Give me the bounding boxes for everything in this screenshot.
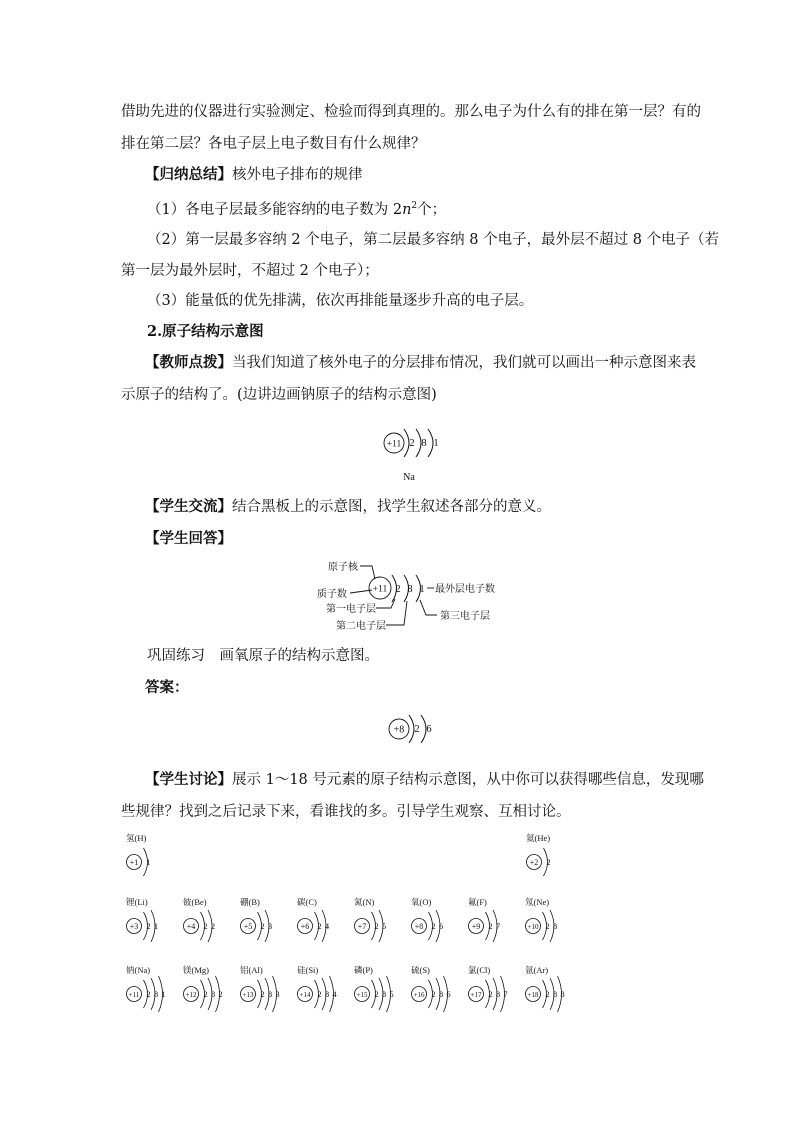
element-name-label: 氟(F) <box>468 897 487 907</box>
label-proton-count: 质子数 <box>317 589 347 600</box>
element-shell-count: 8 <box>560 989 565 999</box>
na-shell-2-count: 8 <box>421 438 427 449</box>
element-nucleus-text: +10 <box>527 922 539 931</box>
labeled-shell-3-count: 1 <box>419 584 425 595</box>
label-outer-electrons: 最外层电子数 <box>435 584 495 595</box>
label-shell-1: 第一电子层 <box>326 604 376 615</box>
element-shell-count: 2 <box>488 921 493 931</box>
student-exchange-text: 结合黑板上的示意图，找学生叙述各部分的意义。 <box>232 499 551 515</box>
labeled-nucleus-text: +11 <box>372 584 388 595</box>
discussion-line-b: 些规律？找到之后记录下来，看谁找的多。引导学生观察、互相讨论。 <box>121 804 571 820</box>
element-name-label: 氯(Cl) <box>468 965 491 975</box>
oxygen-shell-1-count: 2 <box>414 724 420 735</box>
rule-2-a: （2）第一层最多容纳 2 个电子，第二层最多容纳 8 个电子，最外层不超过 8 个电子（若 <box>147 232 720 248</box>
element-name-label: 钠(Na) <box>126 965 151 975</box>
element-shell-count: 2 <box>488 989 493 999</box>
element-nucleus-text: +15 <box>356 990 368 999</box>
element-name-label: 硫(S) <box>411 965 430 975</box>
element-shell-count: 2 <box>545 921 550 931</box>
practice-line: 巩固练习 画氧原子的结构示意图。 <box>147 648 379 664</box>
element-name-label: 氖(Ne) <box>525 897 550 907</box>
intro-line-2: 排在第二层？各电子层上电子数目有什么规律？ <box>121 136 426 152</box>
element-name-label: 氢(H) <box>126 833 147 843</box>
element-name-label: 铍(Be) <box>183 897 207 907</box>
na-nucleus-text: +11 <box>386 439 402 450</box>
element-shell-count: 4 <box>332 989 337 999</box>
teacher-text-a: 当我们知道了核外电子的分层排布情况，我们就可以画出一种示意图来表 <box>232 355 696 371</box>
labeled-shell-1-count: 2 <box>395 584 401 595</box>
element-shell-count: 8 <box>267 989 273 999</box>
na-symbol: Na <box>403 472 415 483</box>
oxygen-nucleus-text: +8 <box>393 724 405 736</box>
element-shell-count: 5 <box>389 989 394 999</box>
element-shell-count: 2 <box>260 989 265 999</box>
element-nucleus-text: +6 <box>300 921 310 931</box>
element-shell-count: 3 <box>275 989 280 999</box>
answer-label: 答案： <box>145 679 189 696</box>
discussion-head: 【学生讨论】 <box>145 771 232 788</box>
element-name-label: 氦(He) <box>526 833 551 843</box>
element-shell-count: 6 <box>438 921 444 931</box>
element-shell-count: 2 <box>218 989 223 999</box>
element-name-label: 锂(Li) <box>126 897 148 907</box>
element-name-label: 硼(B) <box>240 897 260 907</box>
element-shell-count: 2 <box>146 921 151 931</box>
element-shell-count: 2 <box>374 921 379 931</box>
element-name-label: 硅(Si) <box>297 965 319 975</box>
label-nucleus: 原子核 <box>328 562 358 573</box>
element-name-label: 氩(Ar) <box>525 965 549 975</box>
rule-1-pre: （1）各电子层最多能容纳的电子数为 2 <box>147 201 403 218</box>
element-shell-count: 2 <box>260 921 265 931</box>
element-shell-count: 8 <box>381 989 387 999</box>
element-nucleus-text: +14 <box>299 990 311 999</box>
discussion-text-a: 展示 1～18 号元素的原子结构示意图，从中你可以获得哪些信息，发现哪 <box>232 772 704 788</box>
element-shell-count: 2 <box>203 989 208 999</box>
element-shell-count: 2 <box>546 857 551 867</box>
label-shell-3: 第三电子层 <box>440 611 490 622</box>
element-shell-count: 2 <box>203 921 208 931</box>
student-answer-head: 【学生回答】 <box>145 530 232 547</box>
rule-1-sup: 2 <box>411 201 418 211</box>
intro-line-1: 借助先进的仪器进行实验测定、检验而得到真理的。那么电子为什么有的排在第一层？有的 <box>121 104 701 120</box>
element-shell-count: 2 <box>545 989 550 999</box>
element-nucleus-text: +18 <box>527 990 539 999</box>
element-shell-count: 2 <box>431 989 436 999</box>
element-nucleus-text: +3 <box>129 921 139 931</box>
rule-3: （3）能量低的优先排满，依次再排能量逐步升高的电子层。 <box>147 293 534 309</box>
label-shell-2: 第二电子层 <box>336 621 386 632</box>
element-shell-count: 8 <box>153 989 159 999</box>
element-shell-count: 7 <box>495 921 501 931</box>
element-shell-count: 2 <box>431 921 436 931</box>
teacher-line-b: 示原子的结构了。(边讲边画钠原子的结构示意图) <box>121 387 437 403</box>
element-shell-count: 1 <box>161 989 166 999</box>
element-nucleus-text: +7 <box>357 921 367 931</box>
na-shell-3-count: 1 <box>433 438 439 449</box>
element-shell-count: 8 <box>495 989 501 999</box>
rule-1-post: 个； <box>417 201 447 218</box>
element-nucleus-text: +16 <box>413 990 425 999</box>
element-shell-count: 8 <box>438 989 444 999</box>
element-shell-count: 4 <box>324 921 330 931</box>
element-shell-count: 2 <box>146 989 151 999</box>
student-exchange-head: 【学生交流】 <box>145 498 232 515</box>
element-nucleus-text: +1 <box>129 857 139 867</box>
element-nucleus-text: +9 <box>471 921 481 931</box>
element-shell-count: 6 <box>446 989 451 999</box>
element-shell-count: 7 <box>503 989 508 999</box>
element-shell-count: 8 <box>210 989 216 999</box>
element-shell-count: 8 <box>552 921 558 931</box>
element-nucleus-text: +13 <box>242 990 254 999</box>
rule-2-b: 第一层为最外层时，不超过 2 个电子）； <box>121 263 379 279</box>
element-nucleus-text: +11 <box>128 990 140 999</box>
na-shell-1-count: 2 <box>409 438 415 449</box>
labeled-shell-2-count: 8 <box>407 584 413 595</box>
element-nucleus-text: +17 <box>470 990 482 999</box>
element-nucleus-text: +2 <box>529 857 539 867</box>
element-shell-count: 8 <box>324 989 330 999</box>
element-shell-count: 8 <box>552 989 558 999</box>
element-nucleus-text: +12 <box>185 990 197 999</box>
element-name-label: 碳(C) <box>297 897 317 907</box>
element-nucleus-text: +8 <box>414 921 424 931</box>
summary-head-label: 【归纳总结】 <box>145 166 232 183</box>
element-name-label: 氧(O) <box>411 897 432 907</box>
teacher-head: 【教师点拨】 <box>145 354 232 371</box>
element-shell-count: 2 <box>210 921 216 931</box>
element-nucleus-text: +5 <box>243 921 253 931</box>
element-shell-count: 3 <box>267 921 273 931</box>
oxygen-shell-2-count: 6 <box>426 724 432 735</box>
element-shell-count: 5 <box>381 921 387 931</box>
element-shell-count: 2 <box>317 921 322 931</box>
summary-title: 核外电子排布的规律 <box>232 167 363 183</box>
element-shell-count: 1 <box>153 921 159 931</box>
element-name-label: 氮(N) <box>354 897 375 907</box>
element-name-label: 磷(P) <box>354 965 373 975</box>
element-name-label: 镁(Mg) <box>183 965 209 975</box>
element-name-label: 铝(Al) <box>240 965 263 975</box>
element-shell-count: 2 <box>317 989 322 999</box>
element-nucleus-text: +4 <box>186 921 196 931</box>
element-shell-count: 1 <box>146 857 151 867</box>
rule-1-n: n <box>402 201 412 218</box>
element-shell-count: 2 <box>374 989 379 999</box>
section-2-heading: 2.原子结构示意图 <box>147 323 264 340</box>
